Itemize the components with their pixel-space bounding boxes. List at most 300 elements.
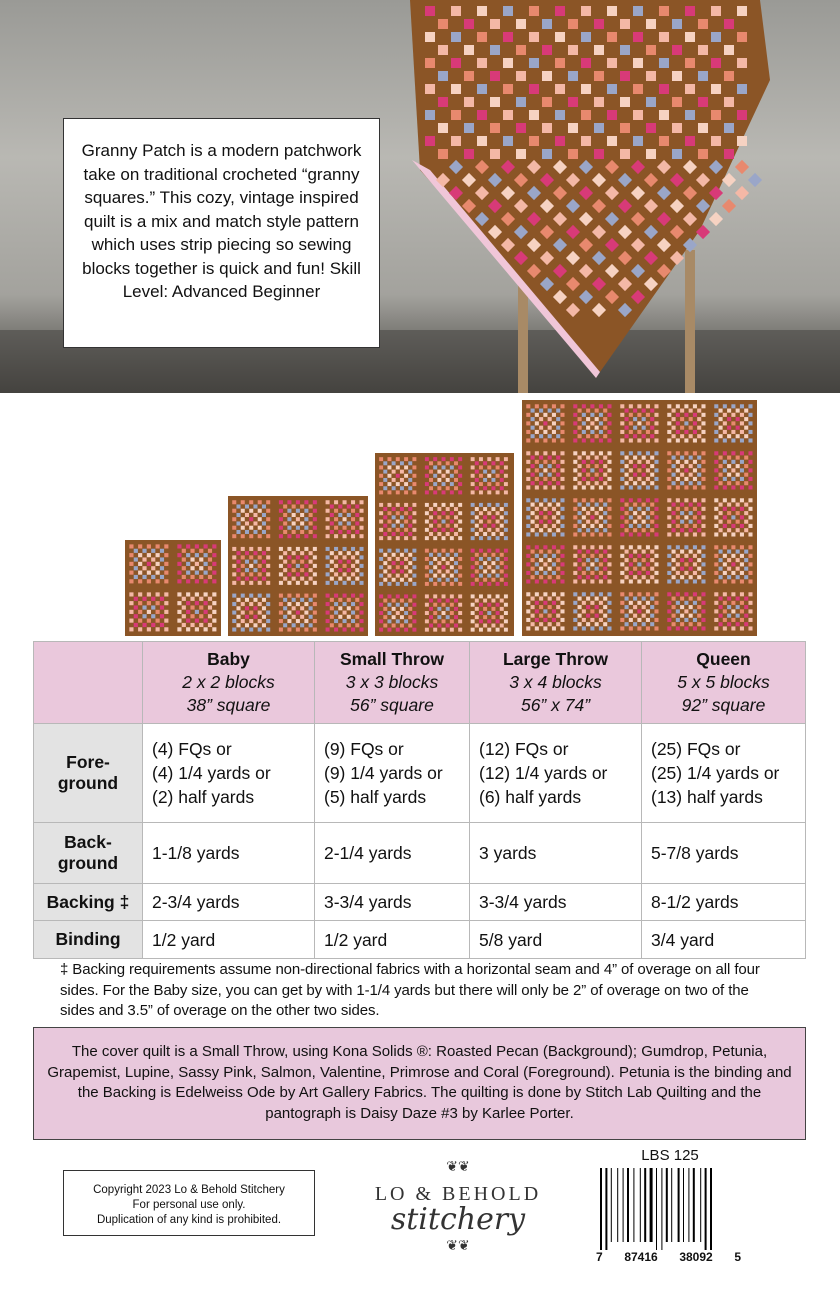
quilt-patch	[701, 515, 705, 519]
quilt-patch	[637, 421, 641, 425]
quilt-patch	[560, 413, 564, 417]
quilt-patch	[262, 606, 266, 610]
quilt-patch	[296, 526, 300, 530]
quilt-patch	[646, 515, 650, 519]
quilt-patch	[241, 534, 245, 538]
quilt-patch	[526, 460, 530, 464]
quilt-patch	[684, 601, 688, 605]
quilt-patch	[454, 478, 458, 482]
quilt-patch	[379, 511, 383, 515]
quilt-patch	[633, 550, 637, 554]
quilt-patch	[504, 482, 508, 486]
quilt-patch	[425, 611, 429, 615]
quilt-patch	[208, 623, 212, 627]
quilt-patch	[425, 603, 429, 607]
quilt-patch	[582, 532, 586, 536]
size-blocks: 3 x 3 blocks	[345, 672, 439, 692]
quilt-patch	[379, 603, 383, 607]
quilt-patch	[607, 507, 611, 511]
quilt-patch	[338, 513, 342, 517]
row-background	[34, 823, 806, 884]
quilt-patch	[425, 628, 429, 632]
quilt-patch	[195, 544, 199, 548]
quilt-patch	[475, 578, 479, 582]
quilt-patch	[300, 504, 304, 508]
quilt-patch	[471, 574, 475, 578]
quilt-patch	[672, 426, 676, 430]
quilt-patch	[266, 628, 270, 632]
quilt-patch	[343, 509, 347, 513]
quilt-patch	[396, 520, 400, 524]
quilt-patch	[535, 451, 539, 455]
quilt-patch	[304, 602, 308, 606]
quilt-patch	[578, 558, 582, 562]
barcode-bar	[710, 1168, 712, 1250]
quilt-patch	[479, 619, 483, 623]
quilt-patch	[633, 426, 637, 430]
quilt-patch	[590, 601, 594, 605]
quilt-patch	[151, 557, 155, 561]
quilt-patch	[212, 571, 216, 575]
quilt-patch	[479, 574, 483, 578]
quilt-patch	[186, 592, 190, 596]
quilt-patch	[334, 611, 338, 615]
quilt-patch	[535, 545, 539, 549]
quilt-patch	[556, 597, 560, 601]
quilt-patch	[535, 468, 539, 472]
quilt-patch	[629, 460, 633, 464]
quilt-patch	[650, 464, 654, 468]
quilt-patch	[689, 417, 693, 421]
value-line: (6) half yards	[479, 787, 582, 807]
quilt-patch	[412, 557, 416, 561]
quilt-patch	[300, 606, 304, 610]
quilt-patch	[642, 575, 646, 579]
quilt-patch	[156, 627, 160, 631]
quilt-patch	[586, 434, 590, 438]
quilt-patch	[479, 565, 483, 569]
quilt-patch	[548, 614, 552, 618]
quilt-patch	[552, 609, 556, 613]
quilt-patch	[543, 532, 547, 536]
quilt-patch	[496, 603, 500, 607]
quilt-patch	[458, 628, 462, 632]
quilt-patch	[433, 557, 437, 561]
quilt-patch	[531, 409, 535, 413]
quilt-patch	[727, 434, 731, 438]
quilt-patch	[748, 626, 752, 630]
quilt-patch	[396, 574, 400, 578]
cell-binding-small-throw: 1/2 yard	[315, 921, 470, 959]
quilt-patch	[697, 550, 701, 554]
quilt-patch	[684, 532, 688, 536]
quilt-patch	[204, 562, 208, 566]
quilt-patch	[548, 464, 552, 468]
quilt-patch	[573, 545, 577, 549]
quilt-patch	[535, 592, 539, 596]
quilt-patch	[425, 549, 429, 553]
quilt-patch	[241, 619, 245, 623]
quilt-patch	[603, 417, 607, 421]
quilt-patch	[714, 438, 718, 442]
quilt-patch	[552, 485, 556, 489]
quilt-patch	[355, 504, 359, 508]
quilt-patch	[204, 571, 208, 575]
quilt-patch	[496, 557, 500, 561]
quilt-patch	[433, 503, 437, 507]
quilt-patch	[685, 6, 695, 16]
quilt-patch	[689, 597, 693, 601]
quilt-patch	[637, 524, 641, 528]
quilt-patch	[714, 592, 718, 596]
quilt-patch	[555, 32, 565, 42]
quilt-patch	[253, 551, 257, 555]
quilt-patch	[309, 521, 313, 525]
quilt-patch	[142, 597, 146, 601]
quilt-patch	[620, 498, 624, 502]
quilt-patch	[599, 421, 603, 425]
quilt-patch	[283, 504, 287, 508]
quilt-patch	[582, 571, 586, 575]
quilt-patch	[479, 465, 483, 469]
quilt-patch	[351, 602, 355, 606]
quilt-patch	[620, 618, 624, 622]
quilt-patch	[503, 110, 513, 120]
quilt-patch	[711, 6, 721, 16]
quilt-patch	[724, 97, 734, 107]
quilt-patch	[437, 461, 441, 465]
quilt-patch	[425, 565, 429, 569]
quilt-patch	[552, 554, 556, 558]
quilt-patch	[680, 456, 684, 460]
quilt-patch	[719, 520, 723, 524]
quilt-patch	[487, 474, 491, 478]
quilt-patch	[437, 470, 441, 474]
quilt-patch	[719, 567, 723, 571]
quilt-patch	[496, 549, 500, 553]
quilt-patch	[595, 456, 599, 460]
quilt-patch	[555, 136, 565, 146]
quilt-patch	[531, 550, 535, 554]
logo-wordmark: LO & BEHOLD	[374, 1183, 542, 1205]
quilt-patch	[446, 478, 450, 482]
quilt-patch	[160, 614, 164, 618]
quilt-patch	[526, 451, 530, 455]
quilt-patch	[129, 544, 133, 548]
quilt-patch	[212, 601, 216, 605]
quilt-patch	[555, 58, 565, 68]
quilt-patch	[667, 413, 671, 417]
quilt-patch	[450, 619, 454, 623]
quilt-patch	[156, 544, 160, 548]
quilt-patch	[396, 557, 400, 561]
quilt-patch	[646, 430, 650, 434]
quilt-patch	[599, 430, 603, 434]
quilt-patch	[539, 558, 543, 562]
quilt-patch	[442, 574, 446, 578]
quilt-patch	[693, 430, 697, 434]
quilt-patch	[731, 579, 735, 583]
quilt-patch	[479, 603, 483, 607]
row-label-backing: Backing ‡	[34, 884, 143, 921]
quilt-patch	[338, 530, 342, 534]
quilt-patch	[258, 602, 262, 606]
quilt-patch	[412, 457, 416, 461]
quilt-patch	[496, 511, 500, 515]
quilt-patch	[740, 413, 744, 417]
quilt-patch	[548, 597, 552, 601]
quilt-patch	[479, 557, 483, 561]
quilt-patch	[313, 611, 317, 615]
quilt-patch	[516, 149, 526, 159]
quilt-patch	[701, 460, 705, 464]
quilt-patch	[296, 534, 300, 538]
barcode-bar	[640, 1168, 641, 1242]
quilt-patch	[676, 601, 680, 605]
quilt-patch	[548, 550, 552, 554]
quilt-patch	[599, 507, 603, 511]
quilt-patch	[190, 605, 194, 609]
quilt-patch	[603, 511, 607, 515]
quilt-patch	[556, 456, 560, 460]
quilt-patch	[526, 421, 530, 425]
quilt-patch	[736, 464, 740, 468]
quilt-patch	[496, 474, 500, 478]
quilt-patch	[526, 430, 530, 434]
quilt-patch	[351, 517, 355, 521]
quilt-patch	[379, 528, 383, 532]
quilt-patch	[195, 579, 199, 583]
quilt-patch	[731, 451, 735, 455]
quilt-patch	[740, 451, 744, 455]
quilt-patch	[578, 575, 582, 579]
quilt-patch	[698, 97, 708, 107]
quilt-patch	[190, 549, 194, 553]
quilt-patch	[642, 528, 646, 532]
quilt-patch	[526, 515, 530, 519]
quilt-patch	[731, 468, 735, 472]
quilt-patch	[262, 615, 266, 619]
barcode	[596, 1168, 741, 1250]
quilt-patch	[471, 503, 475, 507]
quilt-patch	[723, 507, 727, 511]
quilt-patch	[491, 461, 495, 465]
quilt-patch	[241, 509, 245, 513]
quilt-patch	[599, 524, 603, 528]
quilt-patch	[491, 599, 495, 603]
quilt-patch	[625, 473, 629, 477]
quilt-patch	[326, 517, 330, 521]
quilt-patch	[599, 571, 603, 575]
row-label-background	[34, 823, 143, 884]
quilt-patch	[642, 614, 646, 618]
quilt-patch	[433, 528, 437, 532]
quilt-patch	[266, 517, 270, 521]
quilt-patch	[693, 592, 697, 596]
quilt-patch	[748, 601, 752, 605]
quilt-patch	[253, 598, 257, 602]
quilt-patch	[590, 438, 594, 442]
quilt-patch	[693, 421, 697, 425]
quilt-patch	[437, 615, 441, 619]
quilt-patch	[603, 464, 607, 468]
quilt-patch	[633, 409, 637, 413]
barcode-bar	[644, 1168, 646, 1242]
quilt-patch	[458, 619, 462, 623]
quilt-patch	[487, 457, 491, 461]
quilt-patch	[654, 592, 658, 596]
barcode-bar	[693, 1168, 695, 1242]
quilt-patch	[446, 561, 450, 565]
quilt-patch	[208, 566, 212, 570]
quilt-patch	[487, 520, 491, 524]
quilt-patch	[719, 558, 723, 562]
quilt-patch	[637, 430, 641, 434]
quilt-patch	[654, 571, 658, 575]
quilt-patch	[458, 503, 462, 507]
barcode-bar	[666, 1168, 668, 1242]
quilt-patch	[748, 618, 752, 622]
quilt-patch	[232, 611, 236, 615]
quilt-patch	[338, 623, 342, 627]
quilt-patch	[731, 515, 735, 519]
quilt-patch	[450, 482, 454, 486]
quilt-patch	[650, 520, 654, 524]
quilt-patch	[392, 599, 396, 603]
quilt-patch	[689, 575, 693, 579]
barcode-bar	[678, 1168, 680, 1242]
quilt-patch	[313, 500, 317, 504]
quilt-patch	[379, 482, 383, 486]
quilt-patch	[620, 579, 624, 583]
quilt-patch	[744, 528, 748, 532]
quilt-patch	[379, 536, 383, 540]
quilt-patch	[204, 610, 208, 614]
quilt-patch	[454, 553, 458, 557]
quilt-patch	[672, 614, 676, 618]
quilt-patch	[425, 6, 435, 16]
quilt-patch	[667, 532, 671, 536]
quilt-patch	[680, 575, 684, 579]
quilt-patch	[404, 619, 408, 623]
quilt-patch	[714, 468, 718, 472]
barcode-bar	[617, 1168, 618, 1242]
quilt-patch	[483, 561, 487, 565]
quilt-patch	[646, 451, 650, 455]
quilt-patch	[693, 532, 697, 536]
quilt-patch	[697, 503, 701, 507]
cell-backing-large-throw: 3-3/4 yards	[470, 884, 642, 921]
quilt-patch	[383, 507, 387, 511]
quilt-patch	[442, 603, 446, 607]
quilt-patch	[672, 550, 676, 554]
quilt-patch	[392, 524, 396, 528]
quilt-patch	[355, 530, 359, 534]
quilt-patch	[404, 611, 408, 615]
cell-foreground-small-throw	[315, 724, 470, 823]
quilt-patch	[633, 605, 637, 609]
quilt-patch	[236, 577, 240, 581]
quilt-patch	[360, 547, 364, 551]
quilt-patch	[142, 557, 146, 561]
quilt-patch	[548, 575, 552, 579]
quilt-patch	[304, 611, 308, 615]
quilt-patch	[724, 19, 734, 29]
quilt-patch	[629, 515, 633, 519]
quilt-patch	[684, 609, 688, 613]
quilt-patch	[607, 592, 611, 596]
quilt-patch	[740, 404, 744, 408]
quilt-patch	[543, 618, 547, 622]
quilt-patch	[487, 611, 491, 615]
quilt-patch	[330, 560, 334, 564]
quilt-patch	[633, 575, 637, 579]
quilt-patch	[531, 605, 535, 609]
quilt-patch	[300, 560, 304, 564]
quilt-patch	[249, 517, 253, 521]
quilt-patch	[400, 624, 404, 628]
quilt-patch	[241, 611, 245, 615]
quilt-patch	[693, 618, 697, 622]
quilt-patch	[262, 560, 266, 564]
quilt-patch	[552, 626, 556, 630]
quilt-patch	[727, 622, 731, 626]
quilt-patch	[723, 618, 727, 622]
quilt-patch	[535, 571, 539, 575]
quilt-patch	[620, 19, 630, 29]
quilt-patch	[689, 503, 693, 507]
quilt-patch	[283, 513, 287, 517]
quilt-patch	[258, 500, 262, 504]
copyright-box	[63, 1170, 315, 1236]
quilt-patch	[425, 490, 429, 494]
quilt-patch	[279, 509, 283, 513]
quilt-patch	[451, 136, 461, 146]
quilt-patch	[442, 619, 446, 623]
quilt-patch	[714, 404, 718, 408]
quilt-patch	[744, 481, 748, 485]
quilt-patch	[464, 71, 474, 81]
quilt-patch	[142, 566, 146, 570]
quilt-patch	[646, 460, 650, 464]
quilt-patch	[437, 569, 441, 573]
quilt-patch	[654, 524, 658, 528]
quilt-patch	[199, 549, 203, 553]
quilt-patch	[379, 474, 383, 478]
quilt-patch	[625, 464, 629, 468]
quilt-patch	[573, 451, 577, 455]
quilt-patch	[129, 627, 133, 631]
quilt-patch	[516, 123, 526, 133]
quilt-patch	[164, 562, 168, 566]
quilt-patch	[607, 554, 611, 558]
quilt-patch	[387, 474, 391, 478]
quilt-patch	[727, 511, 731, 515]
quilt-patch	[689, 605, 693, 609]
quilt-patch	[637, 571, 641, 575]
quilt-patch	[526, 485, 530, 489]
quilt-patch	[667, 618, 671, 622]
quilt-patch	[629, 485, 633, 489]
quilt-patch	[309, 513, 313, 517]
quilt-patch	[496, 520, 500, 524]
quilt-patch	[296, 602, 300, 606]
quilt-patch	[526, 438, 530, 442]
quilt-patch	[387, 482, 391, 486]
quilt-patch	[479, 520, 483, 524]
label-line: ground	[57, 853, 119, 873]
quilt-patch	[535, 485, 539, 489]
